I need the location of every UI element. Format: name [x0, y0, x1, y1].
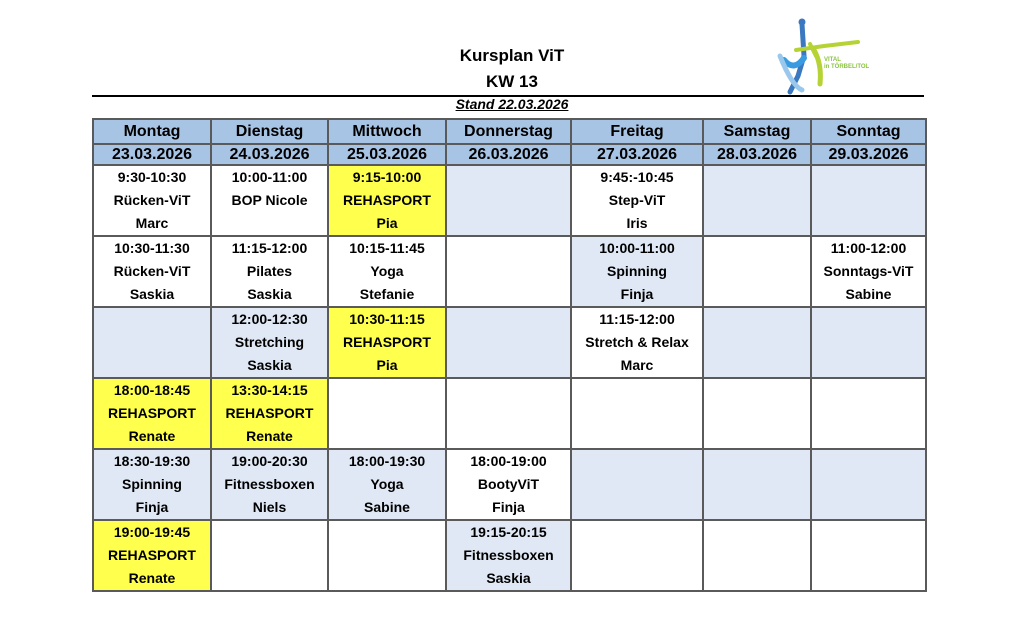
empty-cell: [93, 307, 211, 378]
course-trainer: Finja: [135, 499, 169, 515]
course-cell: [571, 307, 703, 378]
course-name: Yoga: [370, 476, 404, 492]
course-name: REHASPORT: [343, 192, 431, 208]
logo-caption: VITAL in TÖRBEL/TOL: [824, 57, 870, 70]
course-cell: [93, 449, 211, 520]
table-row: [93, 307, 926, 378]
course-time: 10:15-11:45: [349, 240, 425, 256]
course-trainer: Sabine: [845, 286, 892, 302]
course-name: Pilates: [246, 263, 293, 279]
course-name: Fitnessboxen: [224, 476, 315, 492]
course-trainer: Sabine: [364, 499, 410, 515]
empty-cell: [811, 378, 926, 449]
empty-cell: [328, 520, 446, 591]
course-trainer: Stefanie: [359, 286, 415, 302]
date-header: 24.03.2026: [211, 144, 328, 165]
course-cell: [93, 165, 211, 236]
course-cell: [571, 236, 703, 307]
empty-cell: [571, 378, 703, 449]
course-trainer: Saskia: [247, 357, 292, 373]
course-trainer: Pia: [376, 215, 398, 231]
day-header-dienstag: Dienstag: [211, 119, 328, 144]
table-row: [93, 378, 926, 449]
course-time: 10:00-11:00: [599, 240, 675, 256]
course-cell: [211, 307, 328, 378]
weekday-header-row: [93, 119, 926, 144]
course-time: 11:15-12:00: [599, 311, 675, 327]
empty-cell: [446, 307, 571, 378]
course-name: REHASPORT: [225, 405, 314, 421]
course-name: REHASPORT: [108, 405, 196, 421]
course-time: 18:00-19:00: [470, 453, 547, 469]
course-cell: [328, 236, 446, 307]
course-cell: [328, 165, 446, 236]
stand-date: Stand 22.03.2026: [455, 96, 569, 112]
course-cell: [211, 236, 328, 307]
course-trainer: Renate: [246, 428, 293, 444]
course-time: 10:00-11:00: [231, 169, 308, 185]
course-trainer: Finja: [620, 286, 654, 302]
course-trainer: Saskia: [129, 286, 175, 302]
course-cell: [446, 449, 571, 520]
course-cell: [328, 449, 446, 520]
date-header: 28.03.2026: [703, 144, 811, 165]
empty-cell: [703, 378, 811, 449]
page-title: Kursplan ViT: [459, 46, 565, 65]
day-header-sonntag: Sonntag: [811, 119, 926, 144]
course-name: Stretching: [234, 334, 305, 350]
schedule-body: [93, 165, 926, 591]
course-cell: [93, 520, 211, 591]
date-header-row: [93, 144, 926, 165]
table-row: [93, 449, 926, 520]
course-time: 9:45:-10:45: [600, 169, 674, 185]
course-name: REHASPORT: [343, 334, 431, 350]
empty-cell: [703, 165, 811, 236]
course-trainer: Saskia: [486, 570, 531, 586]
course-trainer: Renate: [128, 570, 176, 586]
course-cell: [446, 520, 571, 591]
empty-cell: [811, 520, 926, 591]
empty-cell: [446, 165, 571, 236]
course-name: Spinning: [607, 263, 667, 279]
course-time: 19:00-20:30: [231, 453, 308, 469]
course-time: 18:30-19:30: [113, 453, 191, 469]
course-time: 19:15-20:15: [470, 524, 547, 540]
course-trainer: Niels: [252, 499, 287, 515]
day-header-samstag: Samstag: [703, 119, 811, 144]
course-name: Stretch & Relax: [585, 334, 689, 350]
day-header-mittwoch: Mittwoch: [328, 119, 446, 144]
course-name: BootyViT: [477, 476, 540, 492]
course-name: Yoga: [370, 263, 404, 279]
course-cell: [211, 378, 328, 449]
course-time: 9:30-10:30: [117, 169, 187, 185]
course-time: 10:30-11:30: [114, 240, 190, 256]
course-schedule-table: [92, 118, 927, 592]
empty-cell: [446, 378, 571, 449]
course-time: 12:00-12:30: [231, 311, 308, 327]
course-cell: [811, 236, 926, 307]
empty-cell: [571, 449, 703, 520]
empty-cell: [328, 378, 446, 449]
course-time: 11:00-12:00: [830, 240, 907, 256]
course-cell: [211, 449, 328, 520]
date-header: 27.03.2026: [571, 144, 703, 165]
course-name: Fitnessboxen: [463, 547, 554, 563]
course-time: 9:15-10:00: [352, 169, 422, 185]
course-cell: [328, 307, 446, 378]
course-trainer: Finja: [492, 499, 525, 515]
course-time: 18:00-18:45: [113, 382, 191, 398]
day-header-donnerstag: Donnerstag: [446, 119, 571, 144]
course-time: 19:00-19:45: [113, 524, 191, 540]
day-header-freitag: Freitag: [571, 119, 703, 144]
empty-cell: [703, 236, 811, 307]
course-name: Sonntags-ViT: [823, 263, 914, 279]
empty-cell: [211, 520, 328, 591]
course-trainer: Marc: [135, 215, 169, 231]
course-name: REHASPORT: [108, 547, 196, 563]
empty-cell: [703, 520, 811, 591]
course-name: BOP Nicole: [231, 192, 308, 208]
week-label: KW 13: [486, 72, 538, 91]
empty-cell: [571, 520, 703, 591]
table-row: [93, 236, 926, 307]
date-header: 29.03.2026: [811, 144, 926, 165]
table-row: [93, 520, 926, 591]
day-header-montag: Montag: [93, 119, 211, 144]
empty-cell: [446, 236, 571, 307]
date-header: 25.03.2026: [328, 144, 446, 165]
course-trainer: Pia: [376, 357, 398, 373]
course-name: Rücken-ViT: [113, 263, 191, 279]
course-time: 11:15-12:00: [231, 240, 308, 256]
empty-cell: [811, 307, 926, 378]
course-trainer: Marc: [620, 357, 654, 373]
course-cell: [571, 165, 703, 236]
course-name: Step-ViT: [608, 192, 666, 208]
course-time: 10:30-11:15: [349, 311, 425, 327]
course-cell: [93, 236, 211, 307]
date-header: 23.03.2026: [93, 144, 211, 165]
course-name: Rücken-ViT: [113, 192, 191, 208]
course-cell: [93, 378, 211, 449]
empty-cell: [811, 165, 926, 236]
empty-cell: [703, 307, 811, 378]
course-time: 18:00-19:30: [348, 453, 426, 469]
empty-cell: [811, 449, 926, 520]
course-trainer: Saskia: [247, 286, 292, 302]
empty-cell: [703, 449, 811, 520]
course-trainer: Iris: [626, 215, 648, 231]
course-time: 13:30-14:15: [231, 382, 308, 398]
course-name: Spinning: [122, 476, 182, 492]
course-cell: [211, 165, 328, 236]
date-header: 26.03.2026: [446, 144, 571, 165]
table-row: [93, 165, 926, 236]
course-trainer: Renate: [128, 428, 176, 444]
